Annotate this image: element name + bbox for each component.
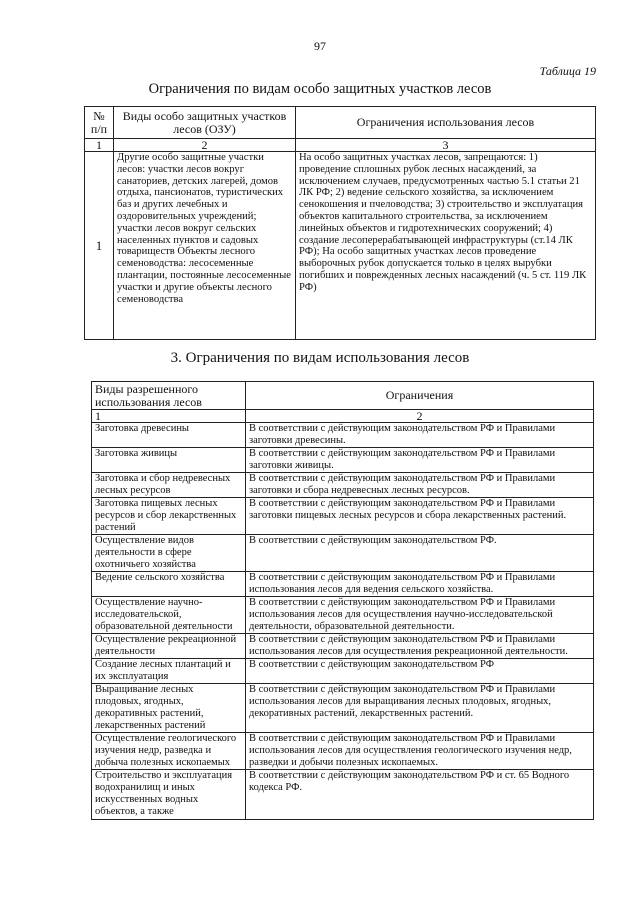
restriction-cell: В соответствии с действующим законодательством РФ [246, 659, 594, 684]
column-number-row [85, 139, 596, 152]
table-row [92, 572, 594, 597]
table-row [92, 448, 594, 473]
use-type-cell: Создание лесных плантаций и их эксплуатация [92, 659, 246, 684]
table-header-row [92, 382, 594, 410]
header-restrictions: Ограничения использования лесов [296, 107, 596, 139]
page-number: 97 [314, 39, 326, 53]
section-title: Ограничения по видам особо защитных участков лесов [148, 81, 492, 97]
restriction-cell: В соответствии с действующим законодательством РФ и Правилами заготовки пищевых лесных ресурсов и сбора лекарственных растений. [246, 498, 594, 535]
header-number: № п/п [85, 107, 114, 139]
restriction-cell: В соответствии с действующим законодательством РФ и Правилами использования лесов для осуществления геологического изучения недр, разведки и добычи полезных ископаемых. [246, 733, 594, 770]
column-number: 2 [246, 410, 594, 423]
ozu-types-cell: Другие особо защитные участки лесов: участки лесов вокруг санаториев, детских лагерей, домов отдыха, пансионатов, туристических баз и других лечебных и оздоровительных учреждений; участки лесов вокруг сельских населенных пунктов и садовых товариществ Объекты лесного семеноводства: лесосеменные плантации, постоянные лесосеменные участки и другие объекты лесного семеноводства [114, 152, 296, 340]
use-type-cell: Строительство и эксплуатация водохранилищ и иных искусственных водных объектов, а также [92, 770, 246, 820]
table-row [92, 770, 594, 820]
restriction-cell: В соответствии с действующим законодательством РФ и Правилами использования лесов для осуществления научно-исследовательской деятельности, образовательной деятельности. [246, 597, 594, 634]
table-row [92, 684, 594, 733]
row-number: 1 [85, 152, 114, 340]
use-type-cell: Заготовка древесины [92, 423, 246, 448]
column-number: 3 [296, 139, 596, 152]
header-restrictions: Ограничения [246, 382, 594, 410]
table-row [85, 152, 596, 340]
column-number: 1 [85, 139, 114, 152]
table-label: Таблица 19 [539, 64, 596, 78]
use-type-cell: Осуществление научно-исследовательской, образовательной деятельности [92, 597, 246, 634]
column-number: 2 [114, 139, 296, 152]
section2-title: 3. Ограничения по видам использования лесов [170, 350, 470, 366]
table-row [92, 634, 594, 659]
table-row [92, 473, 594, 498]
restriction-cell: В соответствии с действующим законодательством РФ и Правилами использования лесов для выращивания лесных плодовых, ягодных, декоративных растений, лекарственных растений. [246, 684, 594, 733]
restriction-cell: В соответствии с действующим законодательством РФ и Правилами заготовки живицы. [246, 448, 594, 473]
forest-use-restrictions-table [91, 381, 594, 820]
table-header-row [85, 107, 596, 139]
restriction-cell: В соответствии с действующим законодательством РФ и Правилами заготовки и сбора недревесных лесных ресурсов. [246, 473, 594, 498]
use-type-cell: Заготовка и сбор недревесных лесных ресурсов [92, 473, 246, 498]
use-type-cell: Осуществление рекреационной деятельности [92, 634, 246, 659]
use-type-cell: Осуществление геологического изучения недр, разведка и добыча полезных ископаемых [92, 733, 246, 770]
table-row [92, 659, 594, 684]
table-row [92, 423, 594, 448]
table-row [92, 498, 594, 535]
restriction-cell: В соответствии с действующим законодательством РФ и Правилами заготовки древесины. [246, 423, 594, 448]
restriction-cell: В соответствии с действующим законодательством РФ и Правилами использования лесов для осуществления рекреационной деятельности. [246, 634, 594, 659]
restriction-cell: В соответствии с действующим законодательством РФ и Правилами использования лесов для ведения сельского хозяйства. [246, 572, 594, 597]
header-ozu-types: Виды особо защитных участков лесов (ОЗУ) [114, 107, 296, 139]
table-row [92, 535, 594, 572]
header-use-types: Виды разрешенного использования лесов [92, 382, 246, 410]
restriction-cell: В соответствии с действующим законодательством РФ и ст. 65 Водного кодекса РФ. [246, 770, 594, 820]
ozu-restrictions-table [84, 106, 596, 340]
table-row [92, 733, 594, 770]
use-type-cell: Выращивание лесных плодовых, ягодных, декоративных растений, лекарственных растений [92, 684, 246, 733]
use-type-cell: Заготовка пищевых лесных ресурсов и сбор лекарственных растений [92, 498, 246, 535]
use-type-cell: Осуществление видов деятельности в сфере охотничьего хозяйства [92, 535, 246, 572]
column-number-row [92, 410, 594, 423]
ozu-restrictions-cell: На особо защитных участках лесов, запрещаются: 1) проведение сплошных рубок лесных насаждений, за исключением случаев, предусмотренных частью 5.1 статьи 21 ЛК РФ; 2) ведение сельского хозяйства, за исключением сенокошения и пчеловодства; 3) строительство и эксплуатация объектов капитального строительства, за исключением линейных объектов и гидротехнических сооружений; 4) создание лесоперерабатывающей инфраструктуры (ст.14 ЛК РФ); На особо защитных участках лесов проведение выборочных рубок допускается только в целях вырубки погибших и поврежденных лесных насаждений (ч. 5 ст. 119 ЛК РФ) [296, 152, 596, 340]
table-row [92, 597, 594, 634]
use-type-cell: Ведение сельского хозяйства [92, 572, 246, 597]
column-number: 1 [92, 410, 246, 423]
restriction-cell: В соответствии с действующим законодательством РФ. [246, 535, 594, 572]
use-type-cell: Заготовка живицы [92, 448, 246, 473]
